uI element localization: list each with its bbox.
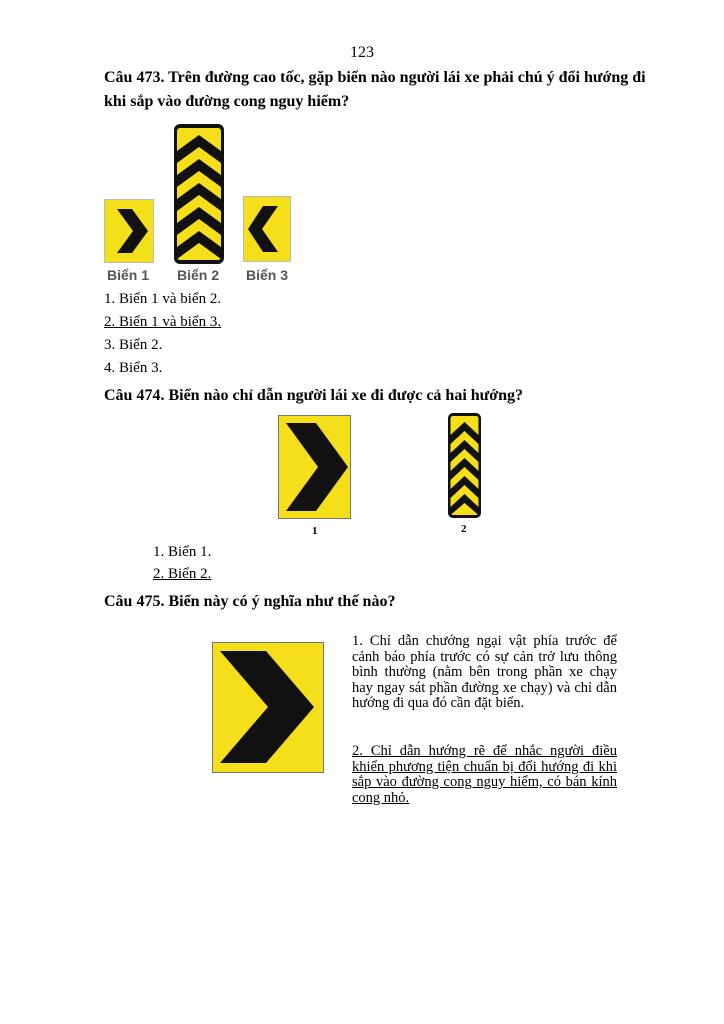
q475-sign <box>212 642 324 773</box>
q473-answer-3[interactable]: 3. Biển 2. <box>104 337 163 353</box>
q475-answer-1[interactable]: 1. Chỉ dẫn chướng ngại vật phía trước để cảnh báo phía trước có sự cản trở lưu thông bình thường (nằm bên trong phần xe chạy hay ngay sát phần đường xe chạy) và chỉ dẫn hướng đi qua đó cần đặt biển. <box>352 633 617 711</box>
q473-answer-1[interactable]: 1. Biển 1 và biển 2. <box>104 291 222 307</box>
page-number: 123 <box>350 44 374 61</box>
q474-answer-1[interactable]: 1. Biển 1. <box>153 544 212 560</box>
q473-sign-1-label: Biển 1 <box>107 267 150 283</box>
question-474-title: Câu 474. Biển nào chỉ dẫn người lái xe đi được cả hai hướng? <box>104 387 524 404</box>
q475-answer-2[interactable]: 2. Chỉ dẫn hướng rẽ để nhắc người điều khiển phương tiện chuẩn bị đổi hướng đi khi sắp vào đường cong nguy hiểm, có bán kính cong nhỏ. <box>352 743 617 806</box>
q473-answer-2[interactable]: 2. Biển 1 và biển 3. <box>104 314 222 330</box>
q474-sign-1-label: 1 <box>312 525 318 537</box>
q473-sign-3-label: Biển 3 <box>246 267 289 283</box>
q473-sign-2 <box>174 124 224 264</box>
question-473-title: Câu 473. Trên đường cao tốc, gặp biển nào người lái xe phải chú ý đổi hướng đi khi sắp vào đường cong nguy hiểm? <box>104 69 646 110</box>
q473-answer-4[interactable]: 4. Biển 3. <box>104 360 163 376</box>
q474-sign-1 <box>278 415 351 519</box>
q474-answer-2[interactable]: 2. Biển 2. <box>153 566 212 582</box>
q473-sign-1 <box>104 199 154 263</box>
q473-sign-3 <box>243 196 291 262</box>
question-475-title: Câu 475. Biển này có ý nghĩa như thế nào? <box>104 593 396 610</box>
q474-sign-2-label: 2 <box>461 523 467 535</box>
q474-sign-2 <box>448 413 481 518</box>
q473-sign-2-label: Biển 2 <box>177 267 220 283</box>
